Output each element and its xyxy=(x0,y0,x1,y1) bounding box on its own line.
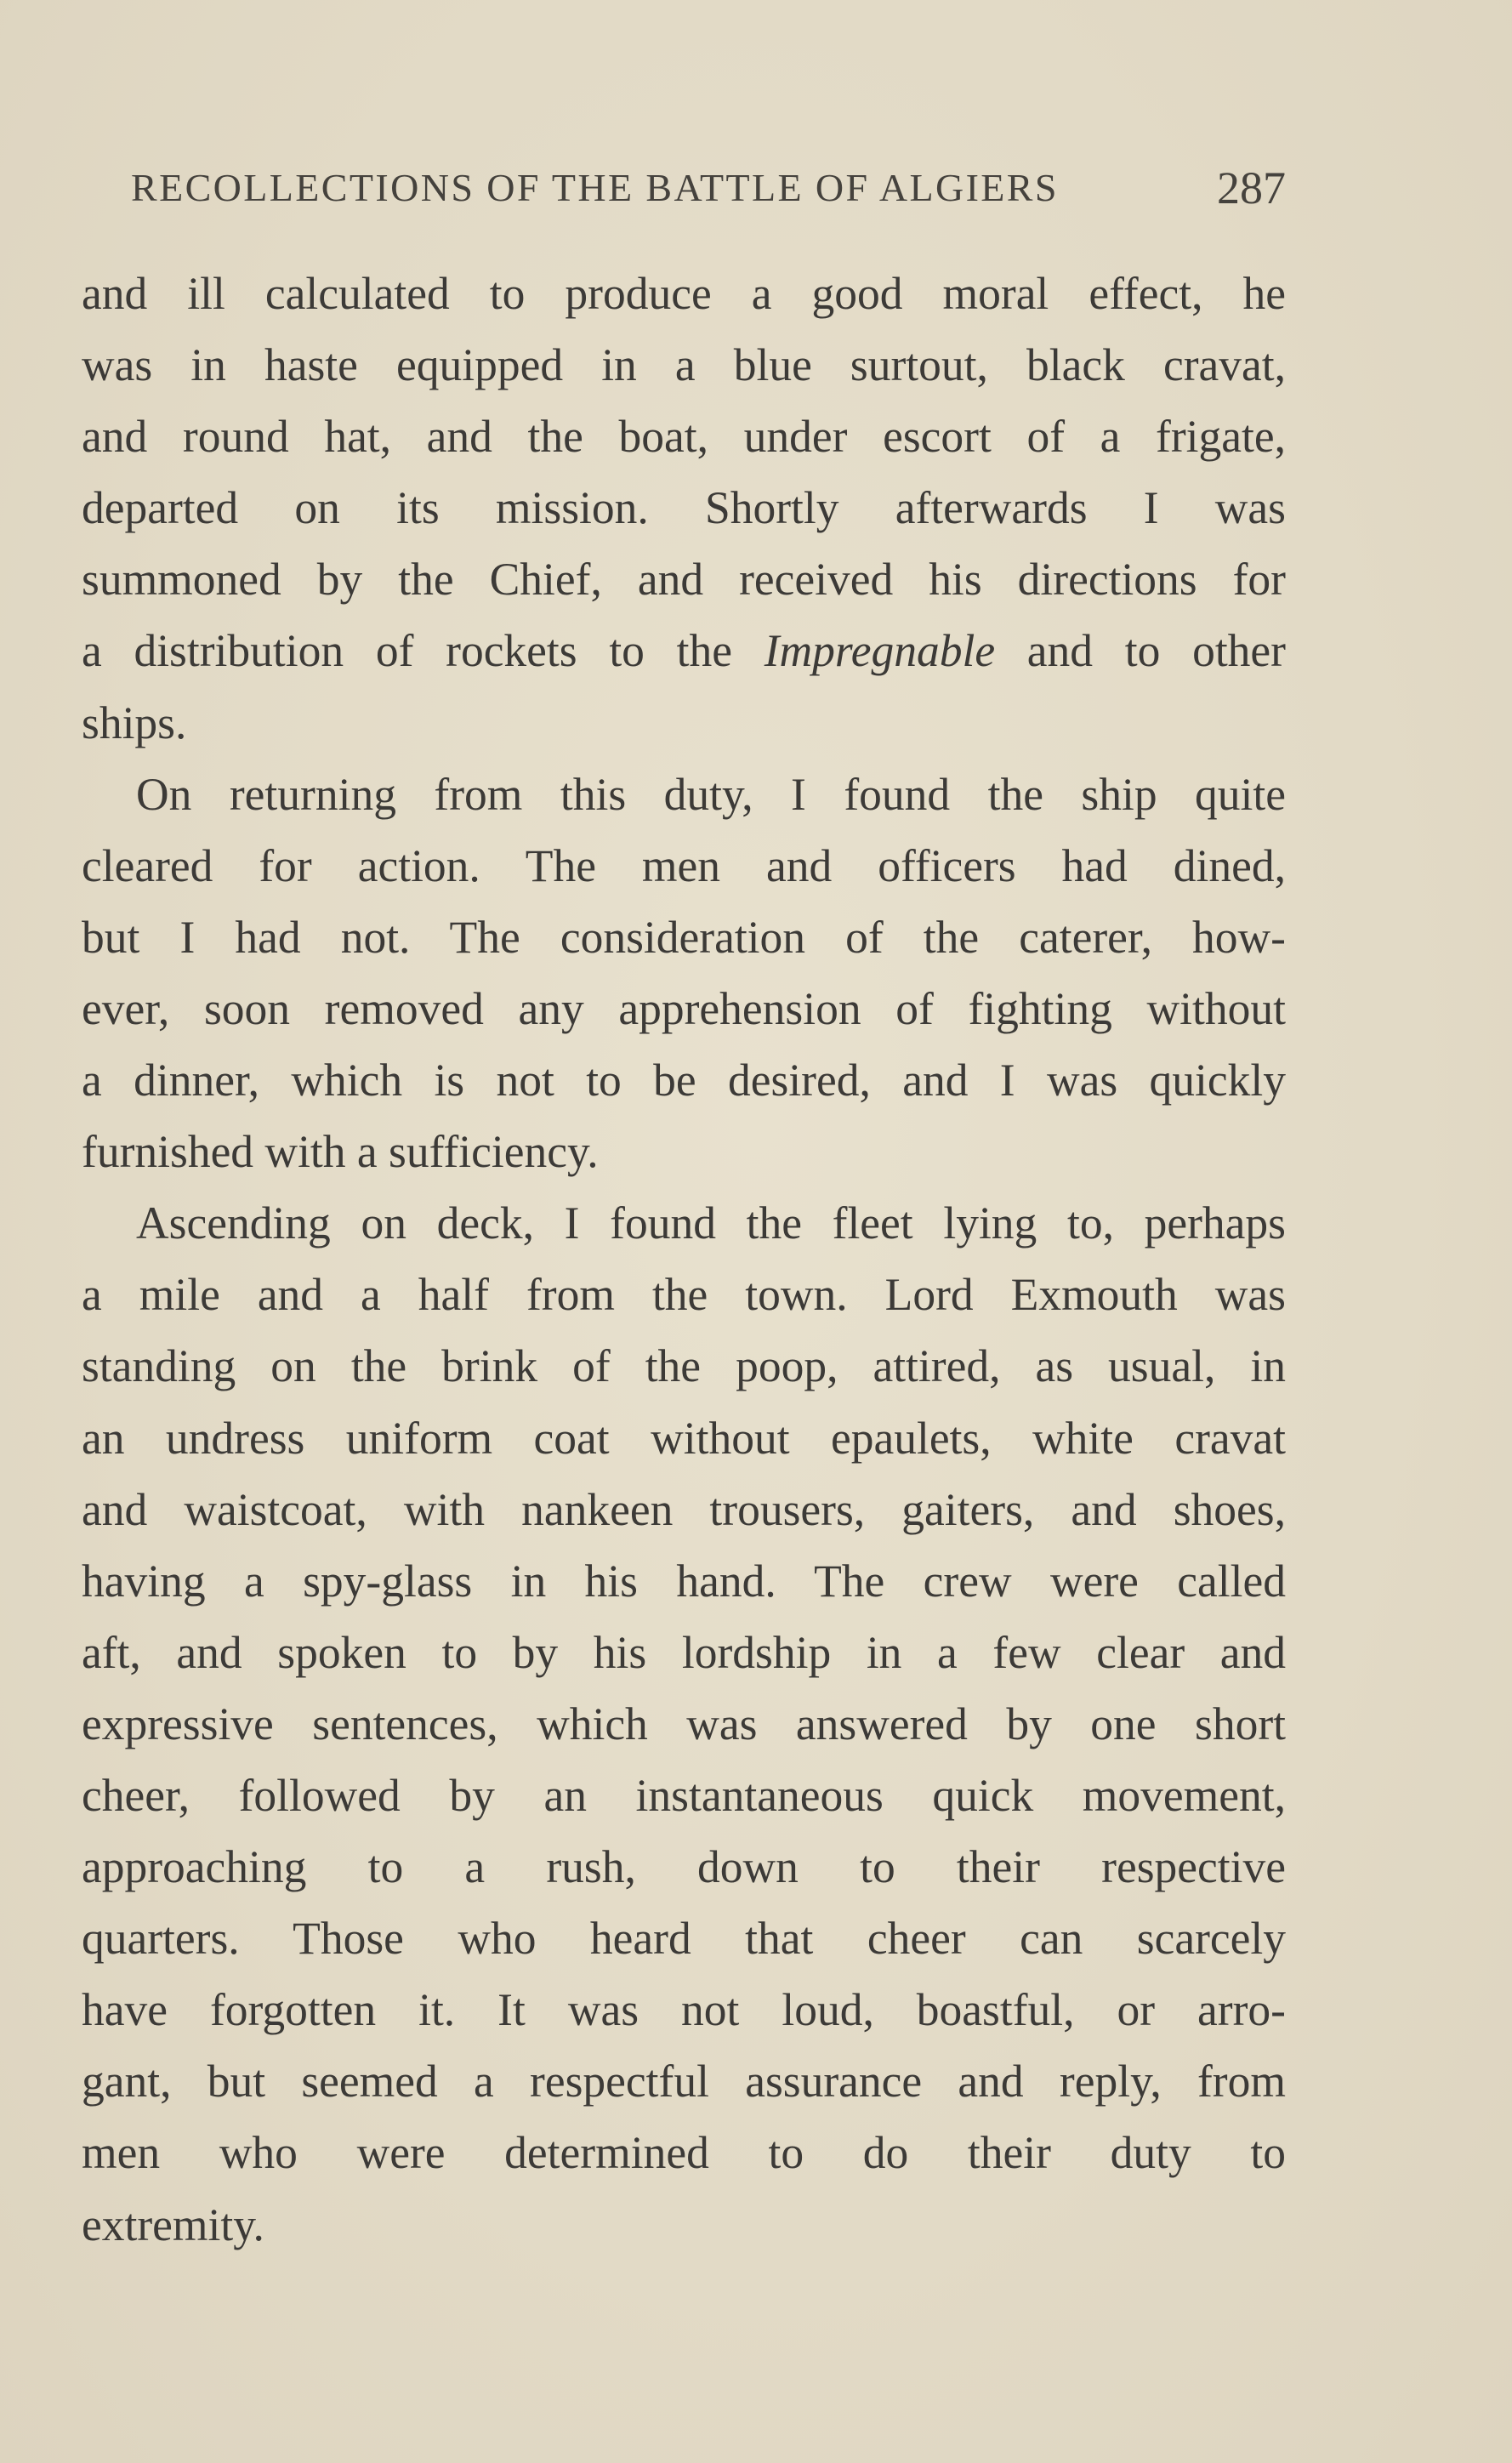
body-text xyxy=(82,258,1286,2261)
text-line: and ill calculated to produce a good moral effect, he xyxy=(82,268,1286,319)
text-line: On returning from this duty, I found the ship quite xyxy=(136,768,1286,820)
text-line xyxy=(82,615,1286,686)
text-line: quarters. Those who heard that cheer can scarcely xyxy=(82,1913,1286,1965)
text-line: standing on the brink of the poop, attired, as usual, in xyxy=(82,1340,1286,1392)
text-line: extremity. xyxy=(82,2198,264,2250)
text-line: ever, soon removed any apprehension of fighting without xyxy=(82,982,1286,1034)
text-line: expressive sentences, which was answered by one short xyxy=(82,1698,1286,1749)
ship-name-italic: Impregnable xyxy=(764,625,996,677)
text-line: having a spy-glass in his hand. The crew were called xyxy=(82,1555,1286,1607)
text-line: ships. xyxy=(82,697,187,748)
running-head xyxy=(82,158,1286,218)
text-line: men who were determined to do their duty to xyxy=(82,2127,1286,2179)
text-line: approaching to a rush, down to their respective xyxy=(82,1841,1286,1893)
running-title: RECOLLECTIONS OF THE BATTLE OF ALGIERS xyxy=(131,166,1059,209)
text-line: but I had not. The consideration of the caterer, how- xyxy=(82,911,1286,963)
text-line: an undress uniform coat without epaulets, white cravat xyxy=(82,1412,1286,1464)
text-line: and round hat, and the boat, under escort of a frigate, xyxy=(82,411,1286,463)
text-line: a dinner, which is not to be desired, and I was quickly xyxy=(82,1055,1286,1106)
text-line: have forgotten it. It was not loud, boastful, or arro- xyxy=(82,1984,1286,2036)
text-line: cheer, followed by an instantaneous quick movement, xyxy=(82,1769,1286,1821)
text-line: and waistcoat, with nankeen trousers, gaiters, and shoes, xyxy=(82,1483,1286,1535)
text-line: gant, but seemed a respectful assurance and reply, from xyxy=(82,2056,1286,2107)
text-line: cleared for action. The men and officers had dined, xyxy=(82,839,1286,891)
text-line: summoned by the Chief, and received his directions for xyxy=(82,554,1286,606)
text-line: Ascending on deck, I found the fleet lying to, perhaps xyxy=(136,1197,1286,1249)
text-line: aft, and spoken to by his lordship in a few clear and xyxy=(82,1626,1286,1678)
text-line: a mile and a half from the town. Lord Exmouth was xyxy=(82,1269,1286,1321)
text-line: was in haste equipped in a blue surtout, black cravat, xyxy=(82,339,1286,391)
text-segment: a distribution of rockets to the xyxy=(82,625,765,677)
text-segment: and to other xyxy=(995,625,1286,677)
text-line: furnished with a sufficiency. xyxy=(82,1126,599,1178)
text-line: departed on its mission. Shortly afterwards I was xyxy=(82,482,1286,534)
page-number: 287 xyxy=(1217,162,1286,213)
